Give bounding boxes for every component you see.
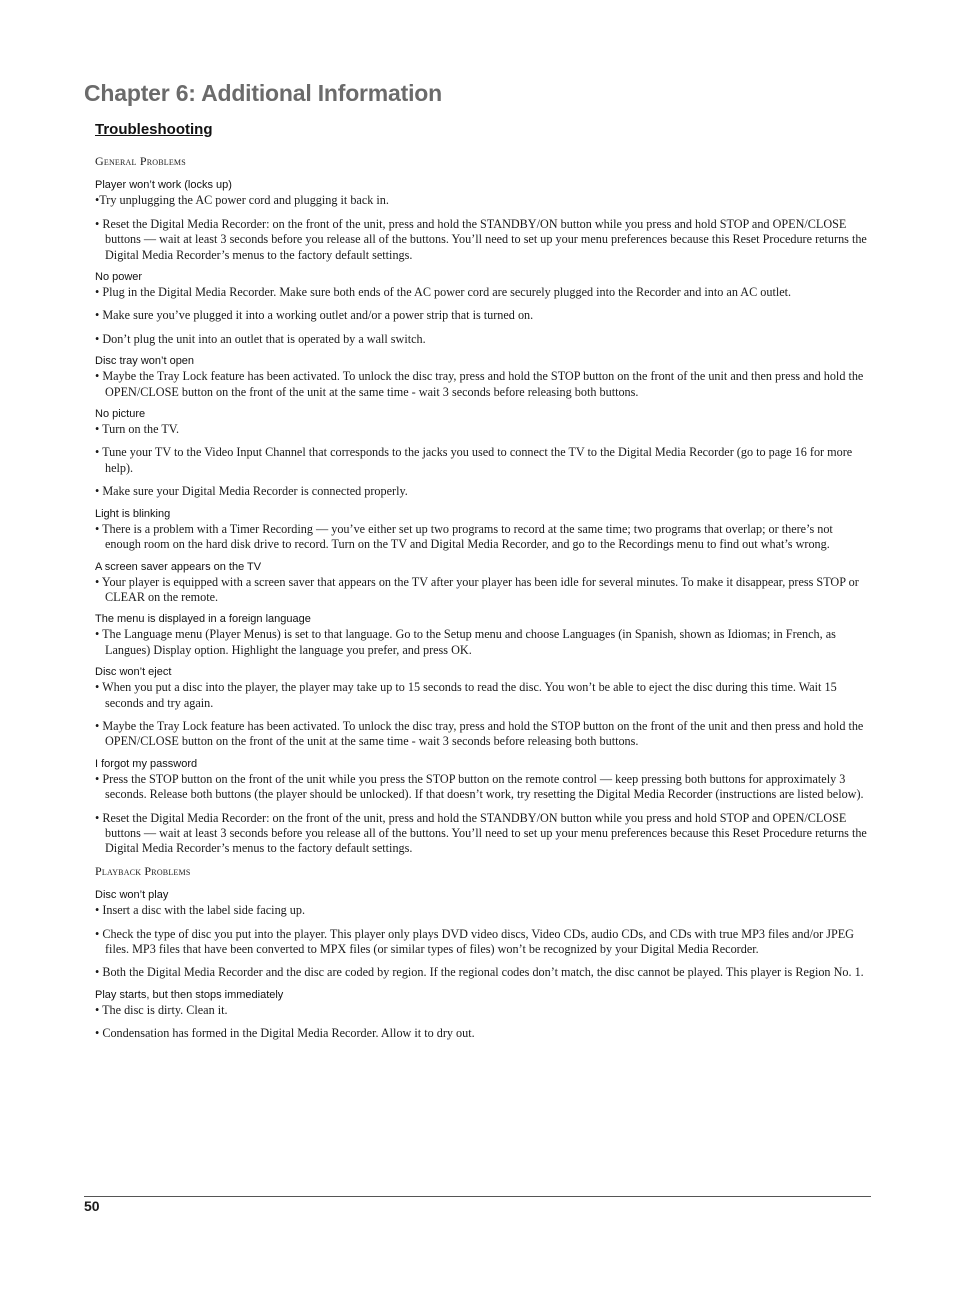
bullet-item: • Turn on the TV. bbox=[95, 422, 180, 437]
problem-group bbox=[95, 864, 871, 1042]
problem-topic bbox=[95, 354, 871, 400]
problem-topic bbox=[95, 507, 871, 553]
problem-topic bbox=[95, 178, 871, 263]
problem-group bbox=[95, 154, 871, 857]
group-heading: General Problems bbox=[95, 154, 186, 168]
problem-topic bbox=[95, 757, 871, 857]
bullet-item: • Insert a disc with the label side facing up. bbox=[95, 903, 306, 918]
bullet-item: • The disc is dirty. Clean it. bbox=[95, 1002, 228, 1017]
bullet-item: • Both the Digital Media Recorder and the disc are coded by region. If the regional codes don’t match, the disc cannot be played. This player is Region No. 1. bbox=[95, 965, 864, 980]
problem-topic bbox=[95, 888, 871, 981]
bullet-item: • Check the type of disc you put into the player. This player only plays DVD video discs, Video CDs, audio CDs, and CDs with true MP3 files and/or JPEG files. MP3 files that have been converted to MPX files (or similar types of files) won’t be recognized by your Digital Media Recorder. bbox=[95, 926, 854, 956]
problem-topic bbox=[95, 612, 871, 658]
bullet-item: • Maybe the Tray Lock feature has been activated. To unlock the disc tray, press and hold the STOP button on the front of the unit and then press and hold the OPEN/CLOSE button on the front of the unit at the same time - wait 3 seconds before releasing both buttons. bbox=[95, 718, 864, 749]
problem-topic bbox=[95, 988, 871, 1042]
topic-heading: No picture bbox=[95, 408, 146, 421]
topic-heading: Disc won’t play bbox=[95, 889, 169, 902]
section-title: Troubleshooting bbox=[95, 121, 213, 138]
topic-heading: Disc won’t eject bbox=[95, 666, 172, 679]
page-number: 50 bbox=[84, 1198, 100, 1214]
bullet-item: • Condensation has formed in the Digital Media Recorder. Allow it to dry out. bbox=[95, 1026, 475, 1041]
topic-heading: A screen saver appears on the TV bbox=[95, 560, 262, 573]
bullet-item: • Make sure your Digital Media Recorder is connected properly. bbox=[95, 484, 408, 499]
bullet-item: • The Language menu (Player Menus) is set to that language. Go to the Setup menu and choose Languages (in Spanish, shown as Idiomas; in French, as Langues) Display option. Highlight the language you prefer, and press OK. bbox=[95, 627, 836, 657]
problem-topic bbox=[95, 560, 871, 606]
troubleshooting-content bbox=[95, 154, 871, 1049]
problem-topic bbox=[95, 270, 871, 347]
bullet-item: • Reset the Digital Media Recorder: on the front of the unit, press and hold the STANDBY/ON button while you press and hold STOP and OPEN/CLOSE buttons — wait at least 3 seconds before you release all of the buttons. You’ll need to set up your menu preferences because this Reset Procedure returns the Digital Media Recorder’s menus to the factory default settings. bbox=[95, 216, 867, 262]
bullet-item: • Maybe the Tray Lock feature has been activated. To unlock the disc tray, press and hold the STOP button on the front of the unit and then press and hold the OPEN/CLOSE button on the front of the unit at the same time - wait 3 seconds before releasing both buttons. bbox=[95, 369, 864, 399]
topic-heading: Light is blinking bbox=[95, 507, 171, 520]
bullet-item: • Reset the Digital Media Recorder: on the front of the unit, press and hold the STANDBY/ON button while you press and hold STOP and OPEN/CLOSE buttons — wait at least 3 seconds before you release all of the buttons. You’ll need to set up your menu preferences because this Reset Procedure returns the Digital Media Recorder’s menus to the factory default settings. bbox=[95, 810, 867, 856]
bullet-item: • Don’t plug the unit into an outlet that is operated by a wall switch. bbox=[95, 331, 426, 346]
bullet-item: • Tune your TV to the Video Input Channel that corresponds to the jacks you used to connect the TV to the Digital Media Recorder (go to page 16 for more help). bbox=[95, 445, 853, 475]
problem-topic bbox=[95, 407, 871, 500]
topic-heading: I forgot my password bbox=[95, 757, 198, 770]
topic-heading: Disc tray won’t open bbox=[95, 355, 195, 368]
topic-heading: Play starts, but then stops immediately bbox=[95, 988, 284, 1001]
group-heading: Playback Problems bbox=[95, 863, 191, 878]
topic-heading: No power bbox=[95, 271, 143, 284]
bullet-item: • Plug in the Digital Media Recorder. Make sure both ends of the AC power cord are securely plugged into the Recorder and into an AC outlet. bbox=[95, 285, 792, 300]
bullet-item: • When you put a disc into the player, the player may take up to 15 seconds to read the disc. You won’t be able to eject the disc during this time. Wait 15 seconds and try again. bbox=[95, 680, 837, 710]
topic-heading: The menu is displayed in a foreign language bbox=[95, 613, 311, 626]
bullet-item: • Press the STOP button on the front of the unit while you press the STOP button on the remote control — keep pressing both buttons for approximately 3 seconds. Release both buttons (the player should be unlocked). If that doesn’t work, try resetting the Digital Media Recorder (instructions are listed below). bbox=[95, 771, 864, 802]
bullet-item: • There is a problem with a Timer Recording — you’ve either set up two programs to record at the same time; two programs that overlap; or there’s not enough room on the hard disk drive to record. Turn on the TV and Digital Media Recorder, and go to the Recordings menu to find out what’s wrong. bbox=[95, 521, 833, 552]
bullet-item: • Your player is equipped with a screen saver that appears on the TV after your player has been idle for several minutes. To make it disappear, press STOP or CLEAR on the remote. bbox=[95, 574, 859, 604]
topic-heading: Player won’t work (locks up) bbox=[95, 179, 232, 192]
bullet-item: • Make sure you’ve plugged it into a working outlet and/or a power strip that is turned on. bbox=[95, 308, 534, 323]
problem-topic bbox=[95, 665, 871, 750]
bullet-item: •Try unplugging the AC power cord and plugging it back in. bbox=[95, 193, 389, 208]
chapter-title: Chapter 6: Additional Information bbox=[84, 80, 442, 106]
footer-divider bbox=[84, 1196, 871, 1197]
